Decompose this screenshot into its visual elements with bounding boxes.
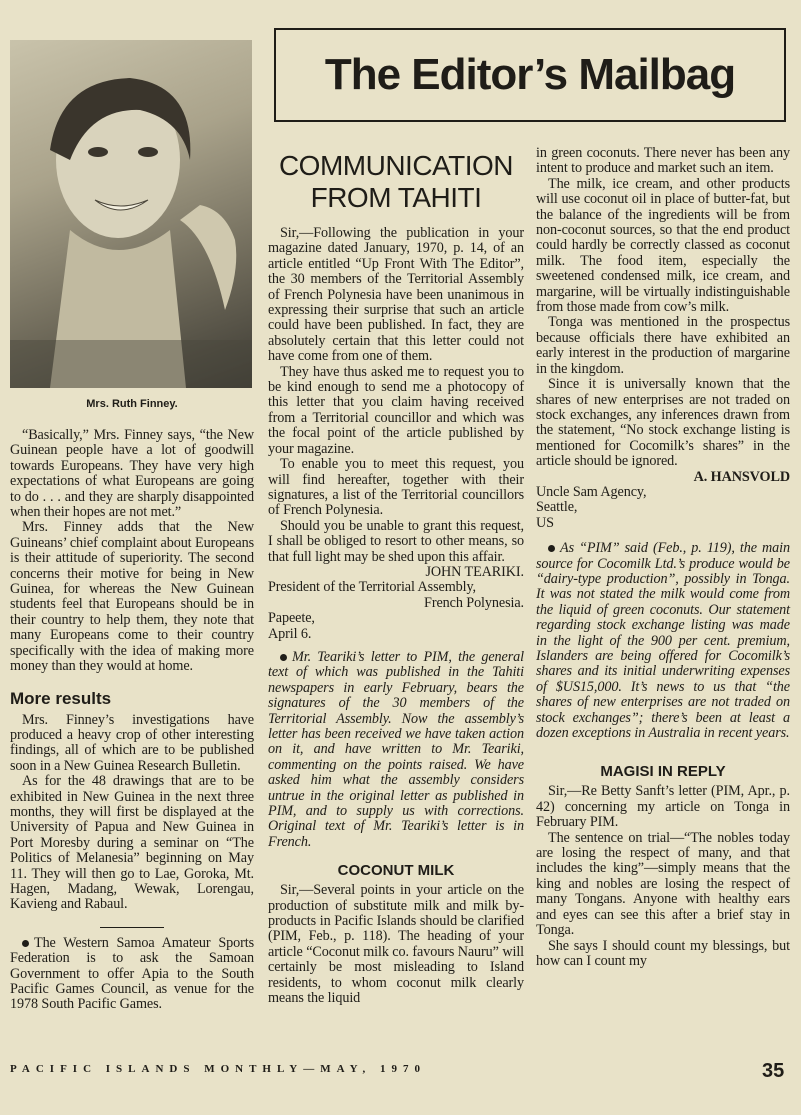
section-heading: COCONUT MILK: [337, 862, 455, 880]
paragraph: Sir,—Several points in your article on the production of substitute milk and milk by-products in Pacific Islands should be clarified (PIM, Feb., p. 118). The heading of your article “Coconut milk co. favours Nauru” will certainly be most misleading to Island residents, to whom coconut milk clearly means the liquid: [268, 882, 524, 1007]
signature-title: President of the Territorial Assembly,: [268, 579, 476, 596]
paragraph: Mrs. Finney’s investigations have produced a heavy crop of other interesting findings, all of which are to be published soon in a New Guinea Research Bulletin.: [10, 711, 254, 774]
address-line: Uncle Sam Agency,: [536, 483, 647, 500]
editor-note: [536, 541, 790, 741]
paragraph: Should you be unable to grant this request, I shall be obliged to resort to other means, so that full light may be shed upon this affair.: [268, 517, 524, 565]
address-line: US: [536, 514, 554, 531]
signature-name: JOHN TEARIKI.: [425, 563, 524, 580]
paragraph: Mrs. Finney adds that the New Guineans’ chief complaint about Europeans is their attitude of superiority. The second concerns their motive for being in New Guinea, for whereas the New Guinean students feel that Europeans should be in their country to help them, they note that many Europeans come to their country specifically with the idea of making more money than they would at home.: [10, 519, 254, 675]
signature-place: French Polynesia.: [424, 594, 524, 611]
paragraph: Tonga was mentioned in the prospectus because officials there have exhibited an early interest in the production of margarine in the kingdom.: [536, 314, 790, 377]
divider: [100, 927, 164, 928]
paragraph: The milk, ice cream, and other products will use coconut oil in place of butter-fat, but the balance of the ingredients will be from non-coconut sources, so that the end product could hardly be correctly classed as coconut milk. The food item, especially the sweetened condensed milk, ice cream, and margarine, will be virtually indistinguishable from those made from cow’s milk.: [536, 175, 790, 316]
news-item: [10, 936, 254, 1013]
column-middle: [268, 150, 524, 1007]
column-left: [10, 428, 254, 1013]
bullet-icon: [548, 545, 555, 552]
paragraph: They have thus asked me to request you to be kind enough to send me a photocopy of this letter that you claim having received from a Territorial councillor and which was the focal point of the article published by your magazine.: [268, 363, 524, 457]
editor-note: [268, 650, 524, 850]
portrait-image: [10, 40, 252, 388]
masthead-box: [274, 28, 786, 122]
portrait-photo: [10, 40, 252, 388]
paragraph: She says I should count my blessings, but how can I count my: [536, 937, 790, 969]
page-number: 35: [762, 1060, 785, 1082]
bullet-icon: [280, 654, 287, 661]
paragraph: As for the 48 drawings that are to be exhibited in New Guinea in the next three months, they will first be displayed at the University of Papua and New Guinea in Port Moresby during a seminar on “The Politics of Melanesia” beginning on May 11. They will then go to Lae, Goroka, Mt. Hagen, Madang, Wewak, Lorengau, Kavieng and Rabaul.: [10, 773, 254, 913]
paragraph: “Basically,” Mrs. Finney says, “the New Guinean people have a lot of goodwill towards Europeans. They have very high expectations of what Europeans are going to do . . . and they are sharply disappointed when their hopes are not met.”: [10, 427, 254, 521]
paragraph: Sir,—Following the publication in your magazine dated January, 1970, p. 14, of an article entitled “Up Front With The Editor”, the 30 members of the Territorial Assembly of French Polynesia have been unanimous in expressing their surprise that such an article could have been published. In fact, they are absolutely certain that this letter could not have come from one of them.: [268, 225, 524, 365]
paragraph: in green coconuts. There never has been any intent to produce and market such an item.: [536, 145, 790, 177]
column-right: [536, 146, 790, 969]
bullet-icon: [22, 940, 29, 947]
letter-date: April 6.: [268, 625, 312, 642]
letter-place: Papeete,: [268, 610, 315, 627]
section-heading: More results: [10, 688, 112, 708]
editor-note-text: Mr. Teariki’s letter to PIM, the general text of which was published in the Tahiti newspapers in early February, bears the signatures of the 30 members of the Territorial Assembly. Now the assembly’s letter has been received we have taken action on it, and have written to Mr. Teariki, commenting on the points raised. We have asked him what the assembly considers untrue in the original letter as published in PIM, and to supply us with corrections. Original text of Mr. Teariki’s letter is in French.: [268, 648, 524, 850]
paragraph: Sir,—Re Betty Sanft’s letter (PIM, Apr., p. 42) concerning my article on Tonga in February PIM.: [536, 783, 790, 831]
paragraph: Since it is universally known that the shares of new enterprises are not traded on stock exchanges, any inferences drawn from the statement, “No stock exchange listing is mentioned for Cocomilk’s shares” in the article should be ignored.: [536, 376, 790, 470]
paragraph: To enable you to meet this request, you will find hereafter, together with their signatures, a list of the Territorial councillors of French Polynesia.: [268, 456, 524, 519]
news-item-text: The Western Samoa Amateur Sports Federation is to ask the Samoan Government to offer Apia to the South Pacific Games Council, as venue for the 1978 South Pacific Games.: [10, 934, 254, 1013]
footer-publication: PACIFIC ISLANDS MONTHLY—MAY, 1970: [10, 1063, 426, 1075]
signature-name: A. HANSVOLD: [693, 468, 790, 485]
editor-note-text: As “PIM” said (Feb., p. 119), the main source for Cocomilk Ltd.’s produce would be “dairy-type production”, possibly in Tonga. It was not stated the milk would come from the liquid of green coconuts. Our statement regarding stock exchange listing was made in the light of the 900 per cent. premium, Islanders are being offered for Cocomilk’s shares and its initial underwriting expenses of $US15,000. It’s news to us that “the shares of new enterprises are not traded on stock exchanges”; there’s been at least a dozen exceptions in Australia in recent years.: [536, 540, 790, 742]
letter-heading: COMMUNICATION FROM TAHITI: [278, 150, 514, 213]
address-line: Seattle,: [536, 499, 578, 516]
masthead-title: The Editor’s Mailbag: [324, 50, 736, 99]
photo-caption: Mrs. Ruth Finney.: [86, 398, 178, 410]
section-heading: MAGISI IN REPLY: [600, 763, 726, 781]
paragraph: The sentence on trial—“The nobles today are losing the respect of many, and that includes the king”—simply means that the king and nobles are losing the respect of many Tongans. Anyone with healthy ears and eyes can see this after a brief stay in Tonga.: [536, 829, 790, 939]
